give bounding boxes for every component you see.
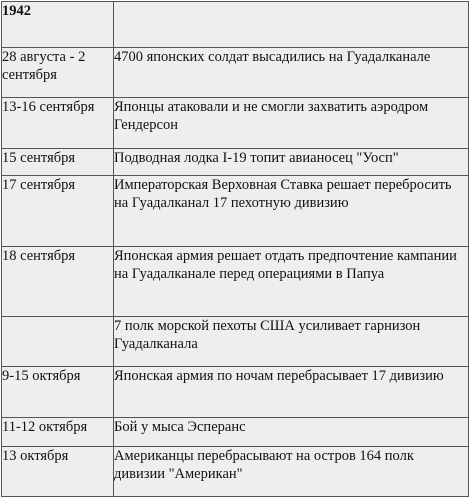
event-cell: Императорская Верховная Ставка решает перебросить на Гуадалканал 17 пехотную дивизию (114, 176, 469, 247)
table-row (2, 317, 469, 367)
table-row (2, 176, 469, 247)
table-row (2, 247, 469, 317)
date-cell: 9-15 октября (2, 367, 114, 418)
table-row (2, 48, 469, 98)
event-cell: Бой у мыса Эсперанс (114, 418, 469, 447)
table-row (2, 418, 469, 447)
event-cell: Японцы атаковали и не смогли захватить аэродром Гендерсон (114, 98, 469, 149)
event-cell: 7 полк морской пехоты США усиливает гарнизон Гуадалканала (114, 317, 469, 367)
table-row (2, 447, 469, 497)
date-cell: 13-16 сентября (2, 98, 114, 149)
date-cell: 11-12 октября (2, 418, 114, 447)
table-header-row (2, 2, 469, 48)
table-row (2, 149, 469, 176)
event-cell: 4700 японских солдат высадились на Гуадалканале (114, 48, 469, 98)
date-cell: 17 сентября (2, 176, 114, 247)
date-cell: 13 октября (2, 447, 114, 497)
table-row (2, 367, 469, 418)
event-cell: Японская армия по ночам перебрасывает 17 дивизию (114, 367, 469, 418)
event-cell: Американцы перебрасывают на остров 164 полк дивизии "Американ" (114, 447, 469, 497)
date-cell: 28 августа - 2 сентября (2, 48, 114, 98)
chronology-table (1, 1, 469, 497)
table-row (2, 98, 469, 149)
year-heading: 1942 (2, 2, 114, 48)
header-empty-cell (114, 2, 469, 48)
date-cell (2, 317, 114, 367)
event-cell: Подводная лодка I-19 топит авианосец "Уосп" (114, 149, 469, 176)
date-cell: 15 сентября (2, 149, 114, 176)
date-cell: 18 сентября (2, 247, 114, 317)
event-cell: Японская армия решает отдать предпочтение кампании на Гуадалканале перед операциями в Папуа (114, 247, 469, 317)
